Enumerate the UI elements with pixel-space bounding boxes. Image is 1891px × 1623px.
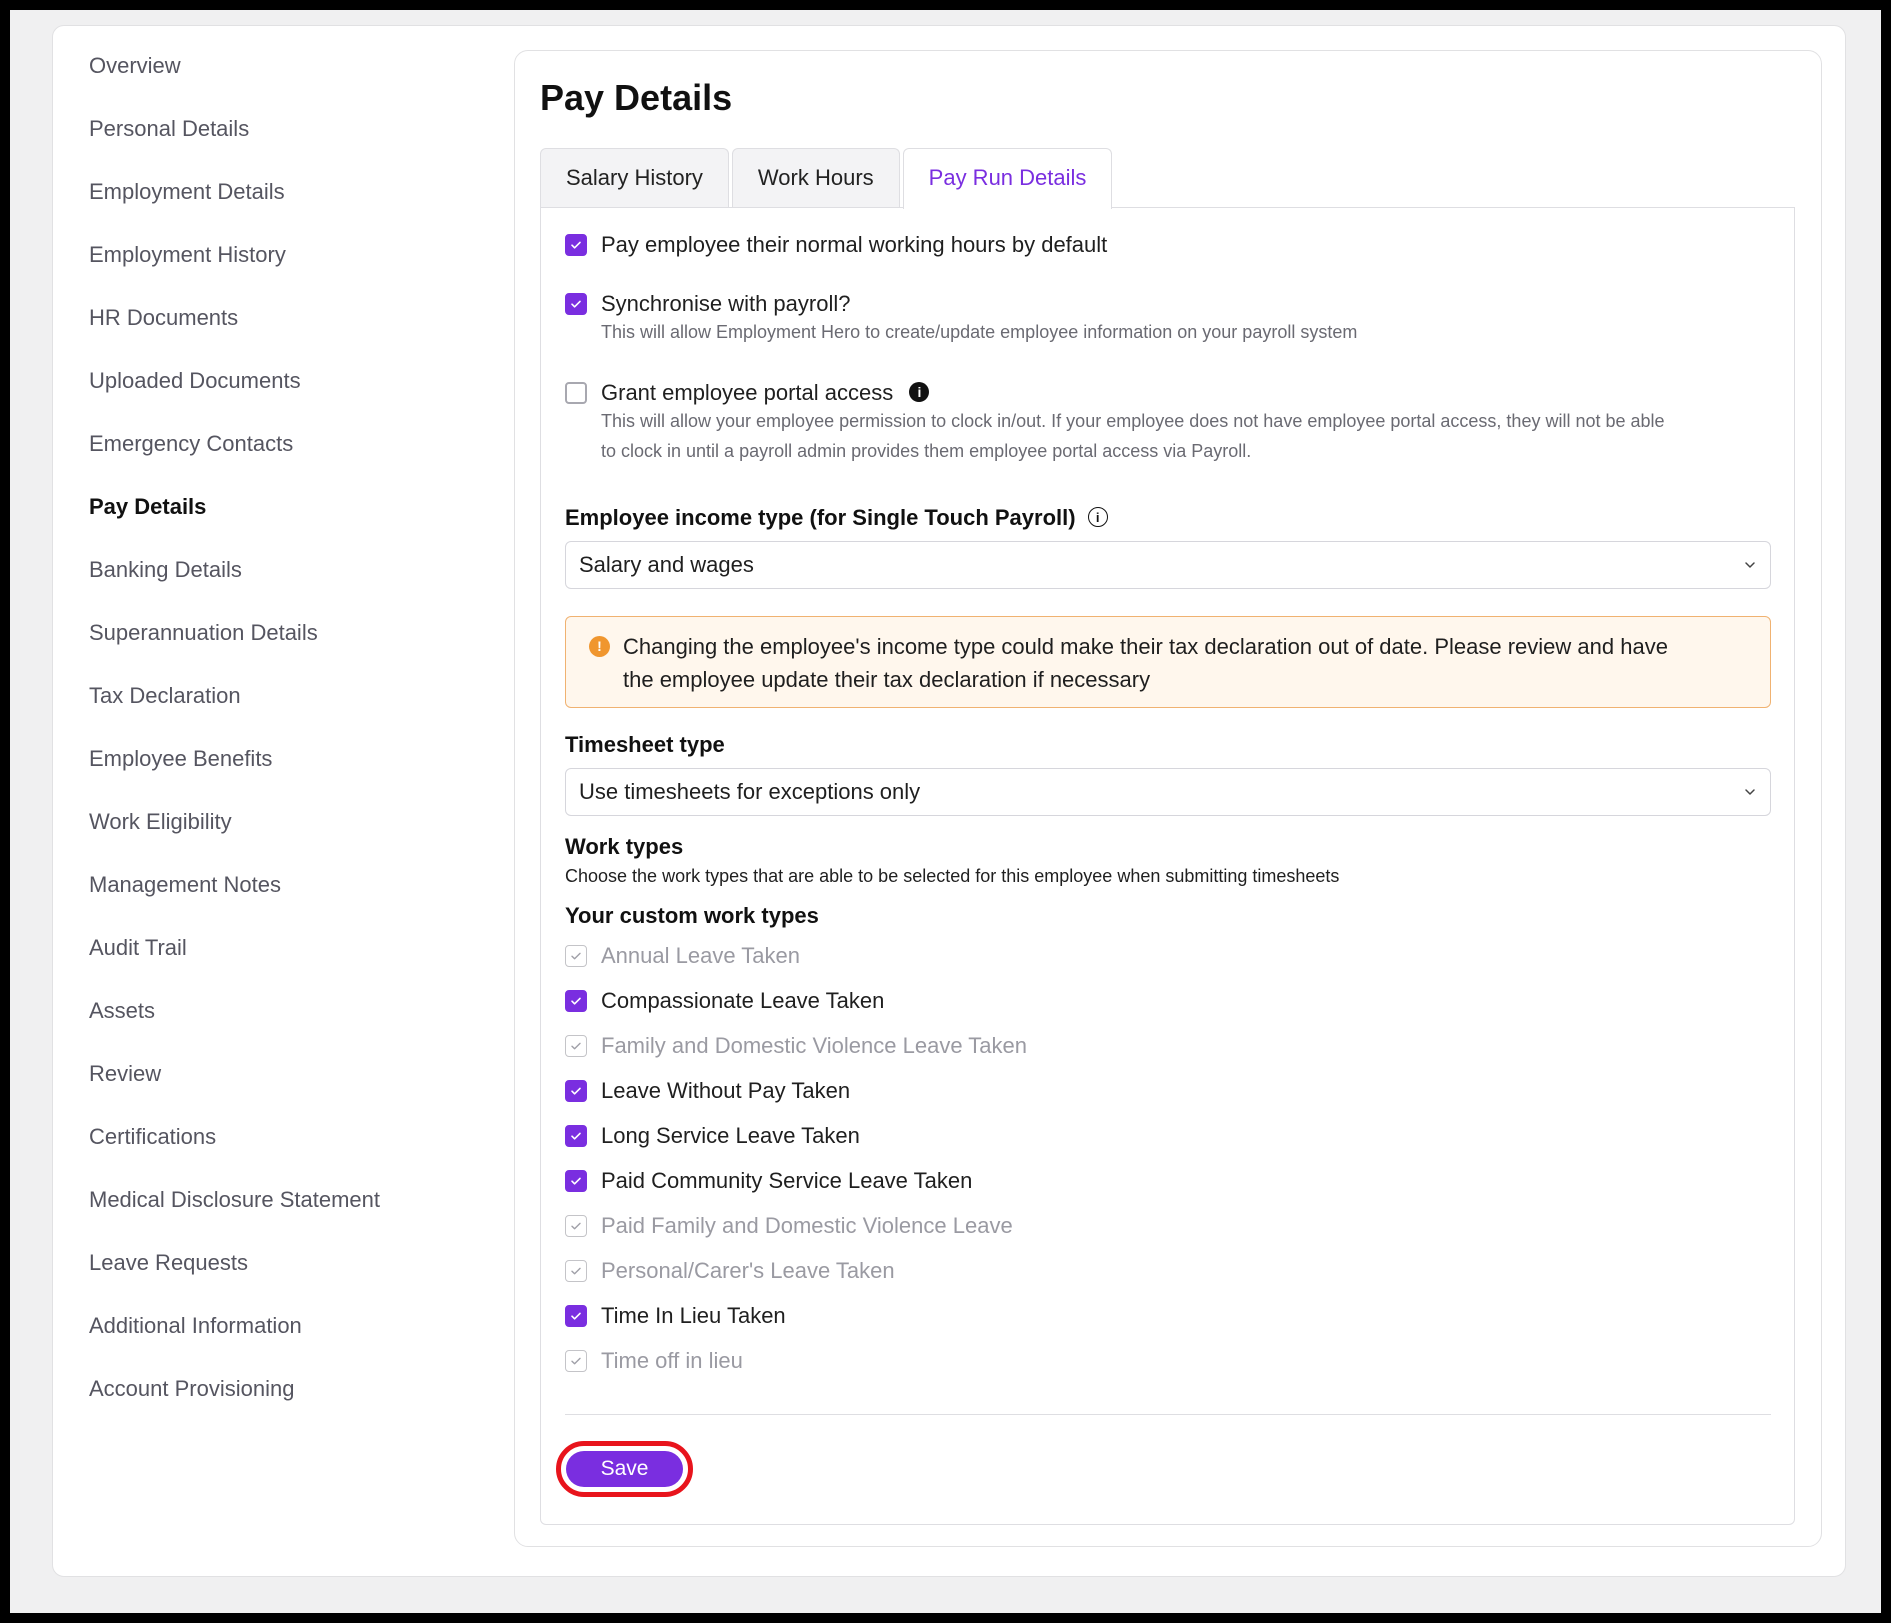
sync-payroll-helper: This will allow Employment Hero to create/update employee information on your payroll system [601, 322, 1358, 342]
pay-details-card [514, 50, 1822, 1547]
work-type-checkbox[interactable] [565, 1305, 587, 1327]
info-icon[interactable]: i [909, 382, 929, 402]
work-type-checkbox[interactable] [565, 1080, 587, 1102]
work-type-label: Annual Leave Taken [601, 943, 800, 968]
check-icon [569, 1264, 583, 1278]
work-type-checkbox-disabled [565, 1215, 587, 1237]
sidebar-item-audit-trail[interactable]: Audit Trail [89, 935, 187, 960]
page-container [52, 25, 1846, 1577]
work-type-checkbox-disabled [565, 1350, 587, 1372]
sidebar-item-uploaded-documents[interactable]: Uploaded Documents [89, 368, 301, 393]
sidebar-item-review[interactable]: Review [89, 1061, 162, 1086]
timesheet-type-value: Use timesheets for exceptions only [579, 779, 921, 804]
work-type-item [565, 1213, 1013, 1239]
check-icon [569, 1039, 583, 1053]
sidebar-item-hr-documents[interactable]: HR Documents [89, 305, 239, 330]
tab-salary-history[interactable]: Salary History [540, 148, 729, 207]
work-type-item [565, 1168, 972, 1194]
portal-access-label: Grant employee portal access [601, 380, 894, 405]
warning-text-line-1: Changing the employee's income type could make their tax declaration out of date. Please review and have [623, 634, 1668, 659]
income-type-value: Salary and wages [579, 552, 754, 577]
warning-text-line-2: the employee update their tax declaration if necessary [623, 667, 1151, 692]
timesheet-type-select[interactable] [565, 768, 1771, 816]
sync-payroll-checkbox[interactable] [565, 293, 587, 315]
work-type-checkbox-disabled [565, 1260, 587, 1282]
income-type-warning [565, 616, 1771, 708]
portal-access-checkbox[interactable] [565, 382, 587, 404]
work-type-item [565, 1123, 860, 1149]
normal-hours-checkbox[interactable] [565, 234, 587, 256]
tab-work-hours[interactable]: Work Hours [732, 148, 900, 207]
work-type-checkbox-disabled [565, 945, 587, 967]
sidebar-item-banking-details[interactable]: Banking Details [89, 557, 242, 582]
check-icon [569, 1084, 583, 1098]
work-type-item [565, 988, 884, 1014]
work-type-item [565, 1303, 786, 1329]
check-icon [569, 1174, 583, 1188]
work-type-label: Compassionate Leave Taken [601, 988, 885, 1013]
work-type-label: Time In Lieu Taken [601, 1303, 786, 1328]
sidebar-item-employment-history[interactable]: Employment History [89, 242, 286, 267]
check-icon [569, 1129, 583, 1143]
sidebar-item-additional-information[interactable]: Additional Information [89, 1313, 302, 1338]
check-icon [569, 994, 583, 1008]
work-type-item [565, 1348, 743, 1374]
work-type-label: Time off in lieu [601, 1348, 743, 1373]
work-type-label: Leave Without Pay Taken [601, 1078, 851, 1103]
sidebar-item-tax-declaration[interactable]: Tax Declaration [89, 683, 241, 708]
sync-payroll-label: Synchronise with payroll? [601, 291, 851, 316]
sidebar-item-account-provisioning[interactable]: Account Provisioning [89, 1376, 295, 1401]
sidebar-item-employee-benefits[interactable]: Employee Benefits [89, 746, 273, 771]
work-types-description: Choose the work types that are able to be selected for this employee when submitting timesheets [565, 866, 1340, 886]
sidebar-nav [89, 48, 489, 1434]
sidebar-item-emergency-contacts[interactable]: Emergency Contacts [89, 431, 294, 456]
work-type-label: Family and Domestic Violence Leave Taken [601, 1033, 1027, 1058]
sidebar-item-assets[interactable]: Assets [89, 998, 156, 1023]
work-type-checkbox-disabled [565, 1035, 587, 1057]
sidebar-item-overview[interactable]: Overview [89, 53, 181, 78]
work-type-checkbox[interactable] [565, 1170, 587, 1192]
check-icon [569, 1309, 583, 1323]
work-type-label: Paid Community Service Leave Taken [601, 1168, 973, 1193]
chevron-down-icon [1743, 785, 1757, 799]
work-type-item [565, 943, 800, 969]
sidebar-item-personal-details[interactable]: Personal Details [89, 116, 250, 141]
check-icon [569, 238, 583, 252]
warning-icon: ! [589, 636, 610, 657]
tab-bar [540, 148, 1115, 208]
portal-access-helper-line-1: This will allow your employee permission to clock in/out. If your employee does not have employee portal access, they will not be able [601, 411, 1665, 431]
divider [565, 1414, 1771, 1415]
page-title: Pay Details [540, 77, 733, 118]
work-type-label: Paid Family and Domestic Violence Leave [601, 1213, 1013, 1238]
check-icon [569, 1219, 583, 1233]
sidebar-item-superannuation-details[interactable]: Superannuation Details [89, 620, 318, 645]
check-icon [569, 1354, 583, 1368]
sidebar-item-pay-details[interactable]: Pay Details [89, 494, 207, 519]
chevron-down-icon [1743, 558, 1757, 572]
save-button-highlight [556, 1441, 693, 1497]
income-type-field-label [565, 505, 1108, 531]
work-type-label: Long Service Leave Taken [601, 1123, 860, 1148]
info-outline-icon[interactable]: i [1088, 507, 1108, 527]
work-types-heading: Work types [565, 834, 684, 859]
work-type-checkbox[interactable] [565, 1125, 587, 1147]
sidebar-item-leave-requests[interactable]: Leave Requests [89, 1250, 248, 1275]
portal-access-option [565, 380, 1665, 466]
timesheet-type-label: Timesheet type [565, 732, 725, 757]
normal-hours-label: Pay employee their normal working hours by default [601, 232, 1108, 257]
custom-work-types-heading: Your custom work types [565, 903, 819, 928]
work-type-item [565, 1258, 895, 1284]
check-icon [569, 949, 583, 963]
work-type-checkbox[interactable] [565, 990, 587, 1012]
tab-panel-pay-run-details [540, 207, 1795, 1525]
work-type-item [565, 1033, 1027, 1059]
income-type-label: Employee income type (for Single Touch Payroll) [565, 505, 1076, 530]
normal-hours-option [565, 232, 1107, 258]
portal-access-helper-line-2: to clock in until a payroll admin provides them employee portal access via Payroll. [601, 441, 1252, 461]
save-button[interactable]: Save [566, 1451, 683, 1487]
work-type-item [565, 1078, 850, 1104]
work-type-label: Personal/Carer's Leave Taken [601, 1258, 895, 1283]
tab-pay-run-details[interactable]: Pay Run Details [903, 148, 1113, 209]
check-icon [569, 297, 583, 311]
sidebar-item-management-notes[interactable]: Management Notes [89, 872, 281, 897]
screen [10, 10, 1881, 1613]
sidebar-item-certifications[interactable]: Certifications [89, 1124, 217, 1149]
sidebar-item-medical-disclosure-statement[interactable]: Medical Disclosure Statement [89, 1187, 381, 1212]
sync-payroll-option [565, 291, 1357, 347]
income-type-select[interactable] [565, 541, 1771, 589]
sidebar-item-employment-details[interactable]: Employment Details [89, 179, 285, 204]
sidebar-item-work-eligibility[interactable]: Work Eligibility [89, 809, 232, 834]
